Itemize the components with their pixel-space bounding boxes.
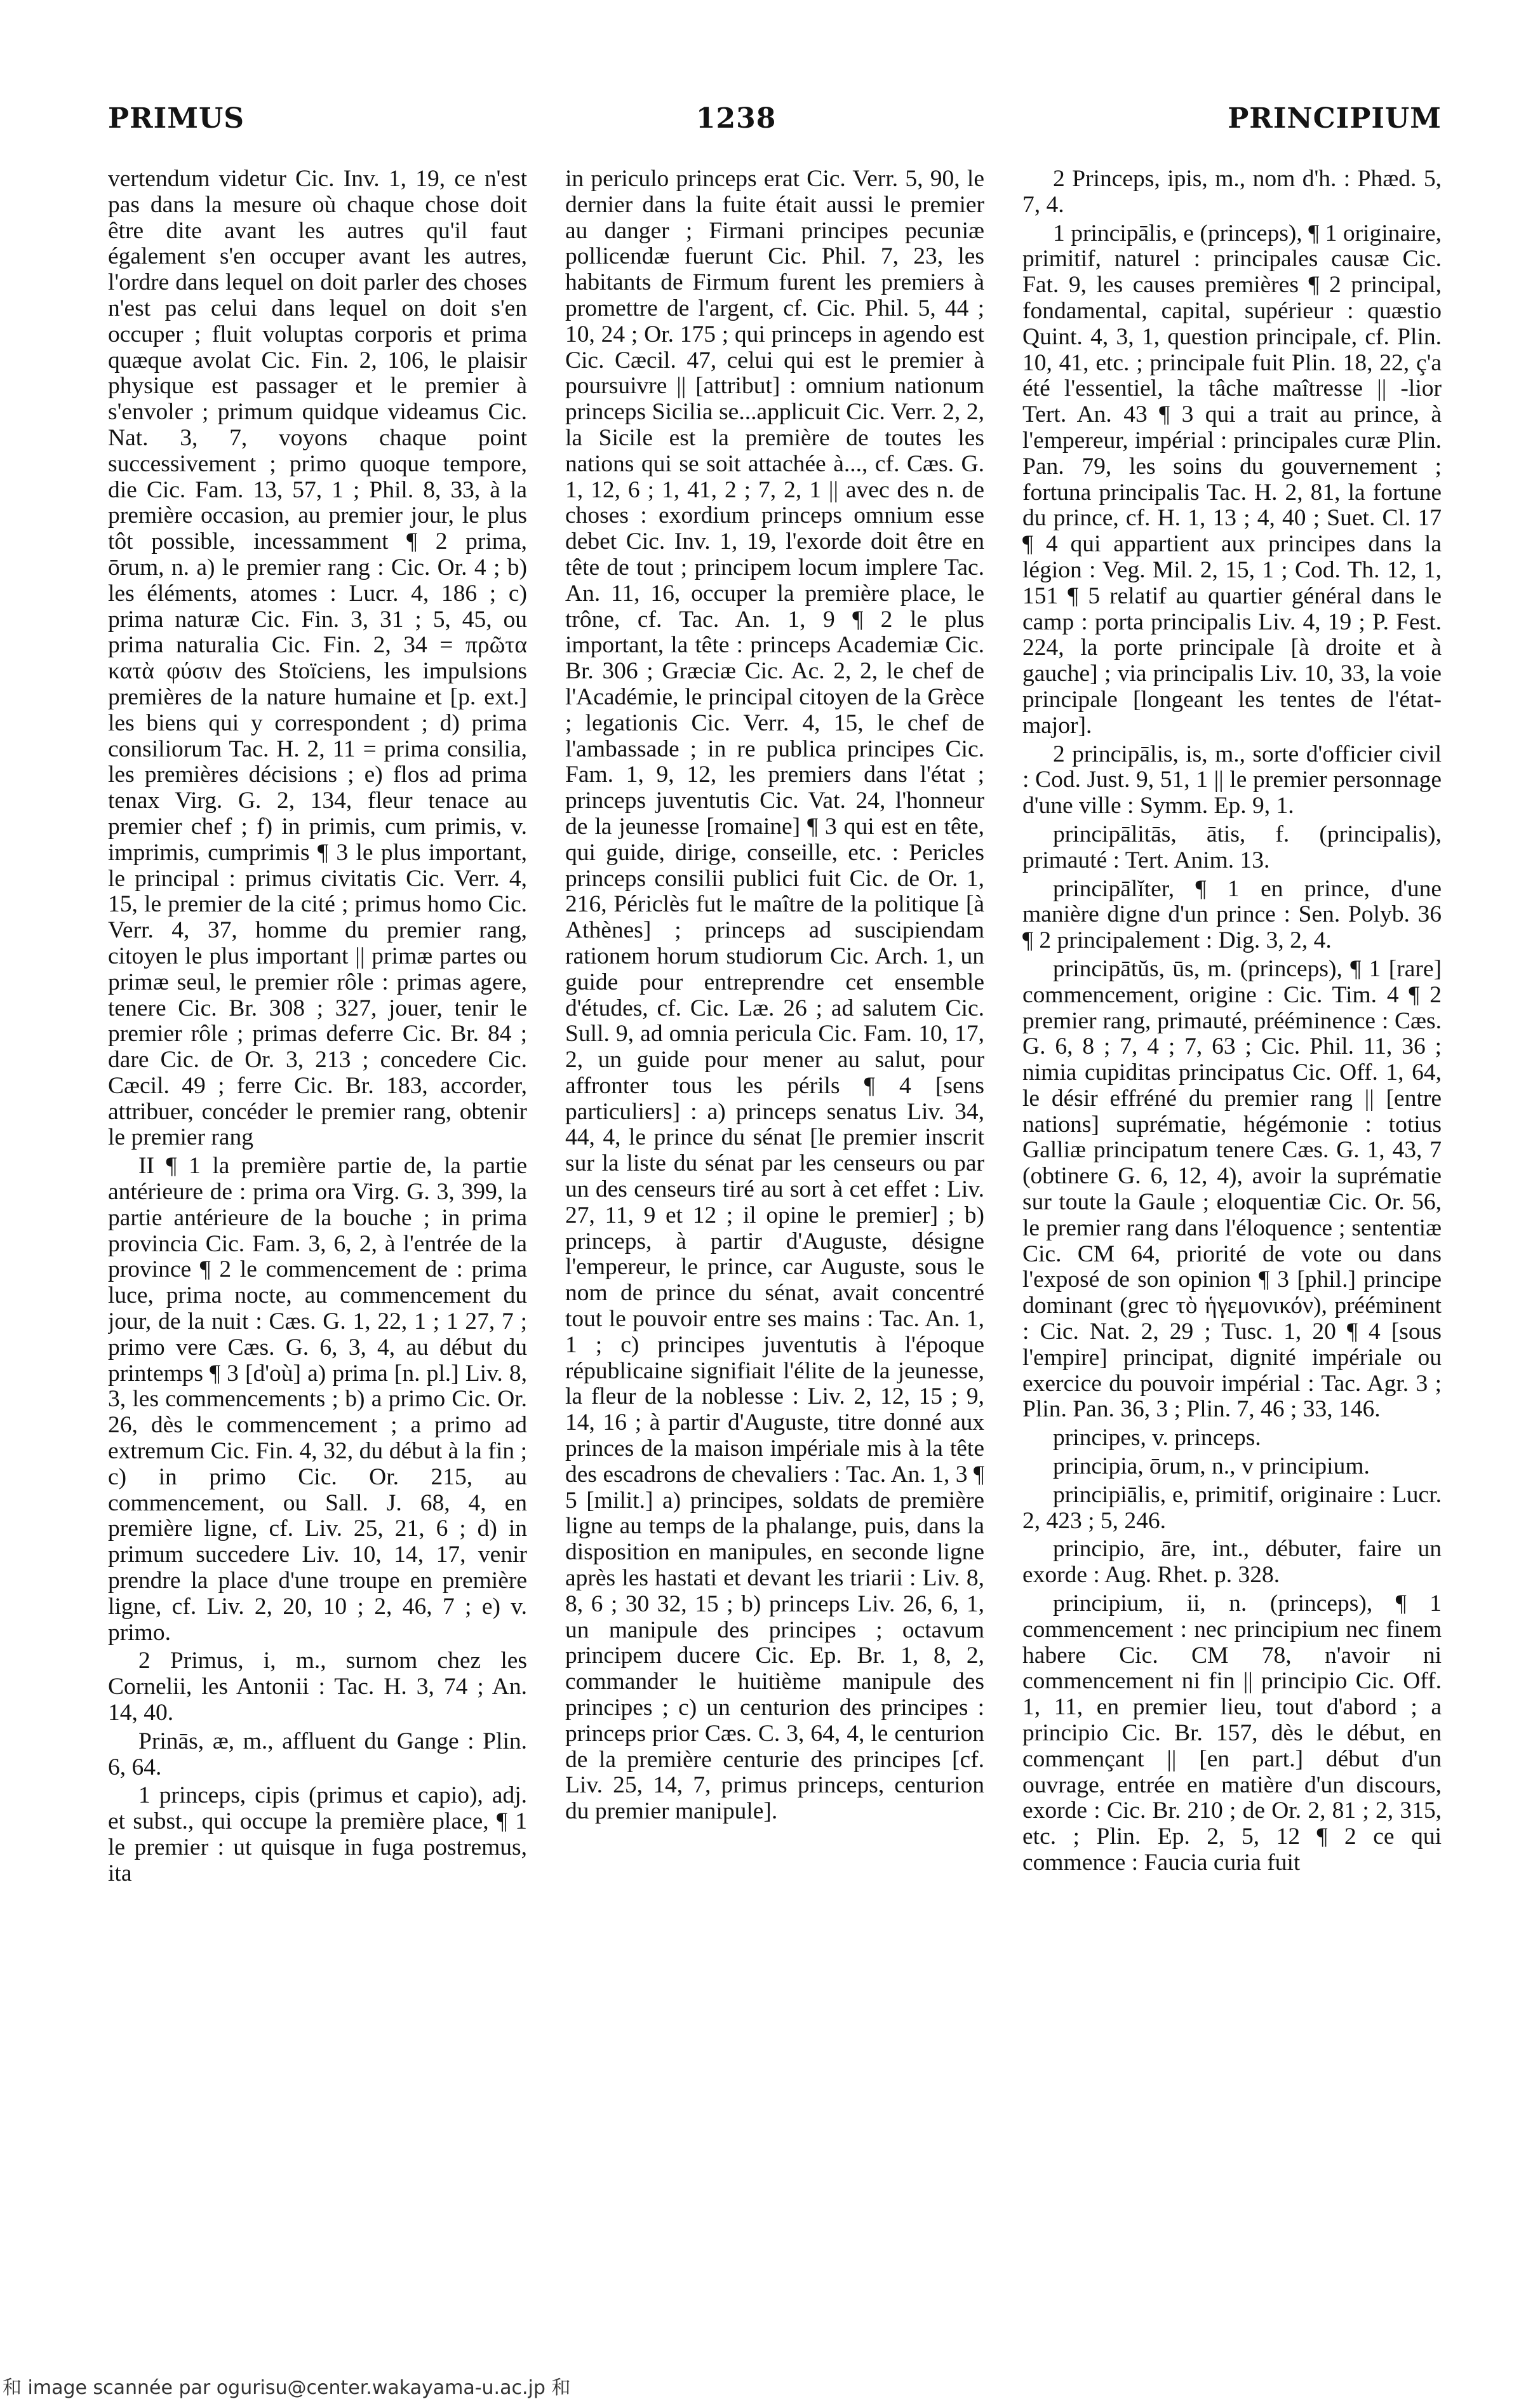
dictionary-entry: principiālis, e, primitif, originaire : Lucr. 2, 423 ; 5, 246. (1022, 1481, 1442, 1534)
dictionary-entry: 2 Princeps, ipis, m., nom d'h. : Phæd. 5, 7, 4. (1022, 166, 1442, 218)
dictionary-entry: principia, ōrum, n., v principium. (1053, 1453, 1370, 1480)
column-middle (565, 166, 984, 2310)
dictionary-entry: Prinās, æ, m., affluent du Gange : Plin. 6, 64. (108, 1728, 527, 1780)
dictionary-entry: II ¶ 1 la première partie de, la partie antérieure de : prima ora Virg. G. 3, 399, la partie antérieure de la bouche ; in prima provincia Cic. Fam. 3, 6, 2, à l'entrée de la province ¶ 2 le commencement de : prima luce, prima nocte, au commencement du jour, de la nuit : Cæs. G. 1, 22, 1 ; 1 27, 7 ; primo vere Cæs. G. 6, 3, 4, au début du printemps ¶ 3 [d'où] a) prima [n. pl.] Liv. 8, 3, les commencements ; b) a primo Cic. Or. 26, dès le commencement ; a primo ad extremum Cic. Fin. 4, 32, du début à la fin ; c) in primo Cic. Or. 215, au commencement, ou Sall. J. 68, 4, en première ligne, cf. Liv. 25, 21, 6 ; d) in primum succedere Liv. 10, 14, 17, venir prendre la place d'une troupe en première ligne, cf. Liv. 2, 20, 10 ; 2, 46, 7 ; e) v. primo. (108, 1153, 527, 1646)
dictionary-entry: vertendum videtur Cic. Inv. 1, 19, ce n'est pas dans la mesure où chaque chose doit être dite avant les autres qu'il faut également s'en occuper avant les autres, l'ordre dans lequel on doit parler des choses n'est pas celui dans lequel on doit s'en occuper ; fluit voluptas corporis et prima quæque avolat Cic. Fin. 2, 106, le plaisir physique est passager et le premier à s'envoler ; primum quidque videamus Cic. Nat. 3, 7, voyons chaque point successivement ; primo quoque tempore, die Cic. Fam. 13, 57, 1 ; Phil. 8, 33, à la première occasion, au premier jour, le plus tôt possible, incessamment ¶ 2 prima, ōrum, n. a) le premier rang : Cic. Or. 4 ; b) les éléments, atomes : Lucr. 4, 186 ; c) prima naturæ Cic. Fin. 3, 31 ; 5, 45, ou prima naturalia Cic. Fin. 2, 34 = πρῶτα κατὰ φύσιν des Stoïciens, les impulsions premières de la nature humaine et [p. ext.] les biens qui y correspondent ; d) prima consiliorum Tac. H. 2, 11 = prima consilia, les premières décisions ; e) flos ad prima tenax Virg. G. 2, 134, fleur tenace au premier chef ; f) in primis, cum primis, v. imprimis, cumprimis ¶ 3 le plus important, le principal : primus civitatis Cic. Verr. 4, 15, le premier de la cité ; primus homo Cic. Verr. 4, 37, homme du premier rang, citoyen le plus important || primæ partes ou primæ seul, le premier rôle : primas agere, tenere Cic. Br. 308 ; 327, jouer, tenir le premier rôle ; primas deferre Cic. Br. 84 ; dare Cic. de Or. 3, 213 ; concedere Cic. Cæcil. 49 ; ferre Cic. Br. 183, accorder, attribuer, concéder le premier rang, obtenir le premier rang (108, 166, 527, 1151)
dictionary-entry: 1 princeps, cipis (primus et capio), adj. et subst., qui occupe la première place, ¶ 1 le premier : ut quisque in fuga postremus, ita (108, 1782, 527, 1886)
dictionary-entry: in periculo princeps erat Cic. Verr. 5, 90, le dernier dans la fuite était aussi le premier au danger ; Firmani principes pecuniæ pollicendæ fuerunt Cic. Phil. 7, 23, les habitants de Firmum furent les premiers à promettre de l'argent, cf. Cic. Phil. 5, 44 ; 10, 24 ; Or. 175 ; qui princeps in agendo est Cic. Cæcil. 47, celui qui est le premier à poursuivre || [attribut] : omnium nationum princeps Sicilia se...applicuit Cic. Verr. 2, 2, la Sicile est la première de toutes les nations qui se soit attachée à..., cf. Cæs. G. 1, 12, 6 ; 1, 41, 2 ; 7, 2, 1 || avec des n. de choses : exordium princeps omnium esse debet Cic. Inv. 1, 19, l'exorde doit être en tête de tout ; principem locum implere Tac. An. 11, 16, occuper la première place, le trône, cf. Tac. An. 1, 9 ¶ 2 le plus important, la tête : princeps Academiæ Cic. Br. 306 ; Græciæ Cic. Ac. 2, 2, le chef de l'Académie, le principal citoyen de la Grèce ; legationis Cic. Verr. 4, 15, le chef de l'ambassade ; in re publica principes Cic. Fam. 1, 9, 12, les premiers dans l'état ; princeps juventutis Cic. Vat. 24, l'honneur de la jeunesse [romaine] ¶ 3 qui est en tête, qui guide, dirige, conseille, etc. : Pericles princeps consilii publici fuit Cic. de Or. 1, 216, Périclès fut le maître de la politique [à Athènes] ; princeps ad suscipiendam rationem horum studiorum Cic. Arch. 1, un guide pour entreprendre cet ensemble d'études, cf. Cic. Læ. 26 ; ad salutem Cic. Sull. 9, ad omnia pericula Cic. Fam. 10, 17, 2, un guide pour mener au salut, pour affronter tous les périls ¶ 4 [sens particuliers] : a) princeps senatus Liv. 34, 44, 4, le prince du sénat [le premier inscrit sur la liste du sénat par les censeurs ou par un des censeurs tiré au sort à cet effet : Liv. 27, 11, 9 et 12 ; il opine le premier] ; b) princeps, à partir d'Auguste, désigne l'empereur, le prince, car Auguste, sous le nom de prince du sénat, avait concentré tout le pouvoir entre ses mains : Tac. An. 1, 1 ; c) principes juventutis à l'époque républicaine signifiait l'élite de la jeunesse, la fleur de la noblesse : Liv. 2, 12, 15 ; 9, 14, 16 ; à partir d'Auguste, titre donné aux princes de la maison impériale mis à la tête des escadrons de chevaliers : Tac. An. 1, 3 ¶ 5 [milit.] a) principes, soldats de première ligne au temps de la phalange, puis, dans la disposition en manipules, en seconde ligne après les hastati et devant les triarii : Liv. 8, 8, 6 ; 30 32, 15 ; b) princeps Liv. 26, 6, 1, un manipule des principes ; octavum principem ducere Cic. Ep. Br. 1, 8, 2, commander le huitième manipule des principes ; c) un centurion des principes : princeps prior Cæs. C. 3, 64, 4, le centurion de la première centurie des principes [cf. Liv. 25, 14, 7, primus princeps, centurion du premier manipule]. (565, 166, 984, 1825)
dictionary-entry: principālĭter, ¶ 1 en prince, d'une manière digne d'un prince : Sen. Polyb. 36 ¶ 2 principalement : Dig. 3, 2, 4. (1022, 875, 1442, 954)
dictionary-entry: principium, ii, n. (princeps), ¶ 1 commencement : nec principium nec finem habere Cic. CM 78, n'avoir ni commencement ni fin || principio Cic. Off. 1, 11, en premier lieu, tout d'abord ; a principio Cic. Br. 157, dès le début, en commençant || [en part.] début d'un ouvrage, entrée en matière d'un discours, exorde : Cic. Br. 210 ; de Or. 2, 81 ; 2, 315, etc. ; Plin. Ep. 2, 5, 12 ¶ 2 ce qui commence : Faucia curia fuit (1022, 1590, 1442, 1876)
column-right (1022, 166, 1442, 2310)
dictionary-entry: principātŭs, ūs, m. (princeps), ¶ 1 [rare] commencement, origine : Cic. Tim. 4 ¶ 2 premier rang, primauté, prééminence : Cæs. G. 6, 8 ; 7, 4 ; 7, 63 ; Cic. Phil. 11, 36 ; nimia cupiditas principatus Cic. Off. 1, 64, le désir effréné du premier rang || [entre nations] suprématie, hégémonie : totius Galliæ principatum tenere Cæs. G. 1, 43, 7 (obtinere G. 6, 12, 4), avoir la suprématie sur toute la Gaule ; eloquentiæ Cic. Or. 56, le premier rang dans l'éloquence ; sententiæ Cic. CM 64, priorité de vote ou dans l'exposé de son opinion ¶ 3 [phil.] principe dominant (grec τὸ ἡγεμονικόν), prééminent : Cic. Nat. 2, 29 ; Tusc. 1, 20 ¶ 4 [sous l'empire] principat, dignité impériale ou exercice du pouvoir impérial : Tac. Agr. 3 ; Plin. Pan. 36, 3 ; Plin. 7, 46 ; 33, 146. (1022, 955, 1442, 1423)
dictionary-entry: 2 Primus, i, m., surnom chez les Cornelii, les Antonii : Tac. H. 3, 74 ; An. 14, 40. (108, 1648, 527, 1726)
running-head-right: PRINCIPIUM (1228, 102, 1442, 135)
page-header (108, 95, 1442, 141)
dictionary-entry: 2 principālis, is, m., sorte d'officier civil : Cod. Just. 9, 51, 1 || le premier personnage d'une ville : Symm. Ep. 9, 1. (1022, 741, 1442, 819)
dictionary-entry: principālitās, ātis, f. (principalis), primauté : Tert. Anim. 13. (1022, 821, 1442, 873)
running-head-left: PRIMUS (108, 102, 245, 135)
scan-credit: 和 image scannée par ogurisu@center.wakayama-u.ac.jp 和 (3, 2377, 571, 2399)
page-number: 1238 (695, 102, 777, 135)
dictionary-columns (108, 166, 1442, 2310)
dictionary-entry: 1 principālis, e (princeps), ¶ 1 originaire, primitif, naturel : principales causæ Cic. Fat. 9, les causes premières ¶ 2 principal, fondamental, capital, supérieur : quæstio Quint. 4, 3, 1, question principale, cf. Plin. 10, 41, etc. ; principale fuit Plin. 18, 22, ç'a été l'essentiel, la tâche maîtresse || -lior Tert. An. 43 ¶ 3 qui a trait au prince, à l'empereur, impérial : principales curæ Plin. Pan. 79, les soins du gouvernement ; fortuna principalis Tac. H. 2, 81, la fortune du prince, cf. H. 1, 13 ; 4, 40 ; Suet. Cl. 17 ¶ 4 qui appartient aux principes dans la légion : Veg. Mil. 2, 15, 1 ; Cod. Th. 12, 1, 151 ¶ 5 relatif au quartier général dans le camp : porta principalis Liv. 4, 19 ; P. Fest. 224, la porte principale [à droite et à gauche] ; via principalis Liv. 10, 33, la voie principale [longeant les tentes de l'état-major]. (1022, 220, 1442, 739)
column-left (108, 166, 527, 2310)
dictionary-entry: principes, v. princeps. (1053, 1425, 1261, 1451)
dictionary-entry: principio, āre, int., débuter, faire un exorde : Aug. Rhet. p. 328. (1022, 1536, 1442, 1589)
